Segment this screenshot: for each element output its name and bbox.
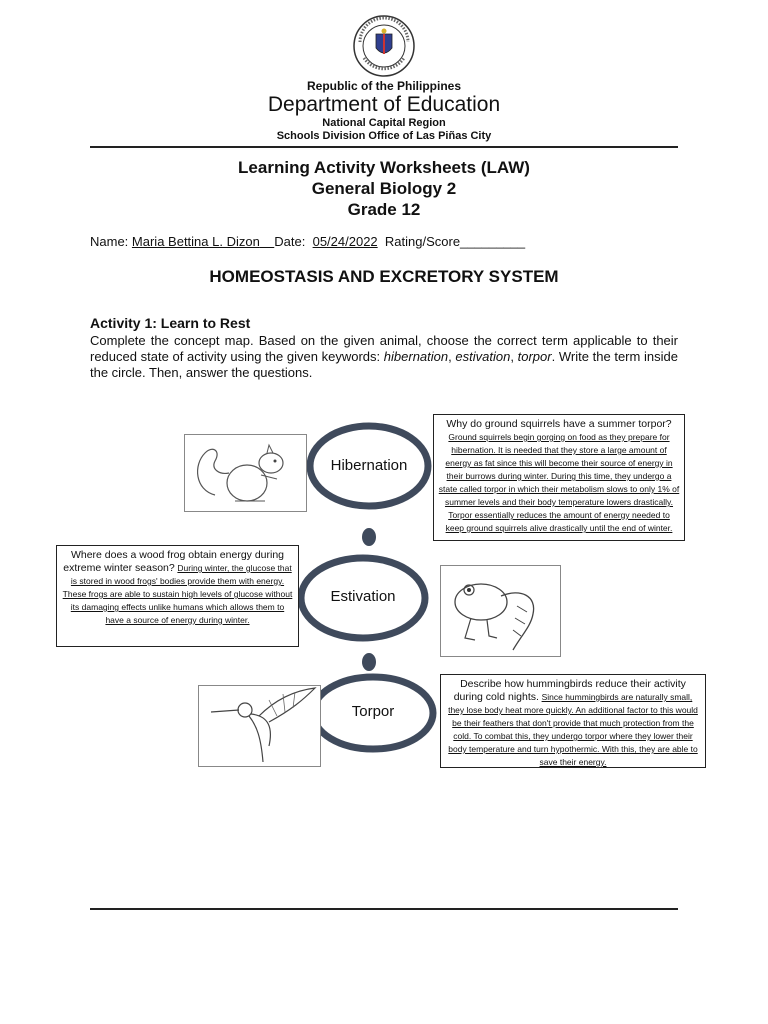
name-value: Maria Bettina L. Dizon — [131, 234, 260, 249]
division-header: Schools Division Office of Las Piñas City — [276, 130, 492, 142]
footer-divider — [90, 908, 678, 910]
frog-icon — [441, 566, 560, 656]
question-squirrel: Why do ground squirrels have a summer torpor? — [446, 418, 672, 430]
question-box-frog — [56, 545, 299, 647]
question-frog: Where does a wood frog obtain energy during extreme winter season? — [63, 549, 285, 574]
squirrel-image — [184, 434, 307, 512]
date-value: 05/24/2022 — [312, 234, 378, 249]
hummingbird-image — [198, 685, 321, 767]
region-header: National Capital Region — [322, 117, 446, 129]
answer-frog: During winter, the glucose that is stored in wood frogs' bodies provide them with energy. These frogs are able to sustain high levels of glucose without its damaging effects unlike humans which allows them to have a source of energy during winter. — [62, 563, 293, 625]
rating-label: Rating/Score_________ — [384, 234, 526, 249]
grade-title: Grade 12 — [347, 200, 421, 219]
topic-heading: HOMEOSTASIS AND EXCRETORY SYSTEM — [209, 267, 559, 286]
hibernation-term: Hibernation — [330, 457, 408, 474]
worksheet-title: Learning Activity Worksheets (LAW) — [238, 158, 530, 177]
header-divider — [90, 146, 678, 148]
name-label: Name: — [90, 234, 129, 249]
answer-hummingbird: Since hummingbirds are naturally small, they lose body heat more quickly. An additional factor to this would be their feathers that don't provide that much protection from the cold. To combat this, they undergo torpor where they lower their body temperature and turn hypothermic. With this, they are able to save their energy. — [448, 692, 698, 767]
squirrel-icon — [185, 435, 306, 511]
republic-header: Republic of the Philippines — [306, 79, 461, 93]
answer-squirrel: Ground squirrels begin gorging on food as they prepare for hibernation. It is needed that they store a large amount of energy as fat since this will become their source of energy in their burrows during winter. During this time, they undergo a state called torpor in which their metabolism slows to only 1% of summer levels and their body temperature lowers drastically. Torpor essentially reduces the amount of energy needed to keep ground squirrels alive drastically until the end of winter. — [438, 432, 680, 533]
subject-title: General Biology 2 — [311, 179, 457, 198]
frog-image — [440, 565, 561, 657]
student-info-line — [90, 234, 525, 249]
activity-instructions: Complete the concept map. Based on the given animal, choose the correct term applicable to their reduced state of activity using the given keywords: hibernation, estivation, torpor. Write the term inside the circle. Then, answer the questions. — [90, 333, 678, 380]
hummingbird-icon — [199, 686, 320, 766]
department-header: Department of Education — [267, 93, 501, 116]
question-box-hummingbird — [440, 674, 706, 768]
date-label: Date: — [274, 234, 306, 249]
deped-seal-logo — [346, 14, 422, 78]
question-hummingbird: Describe how hummingbirds reduce their activity during cold nights. — [453, 678, 686, 703]
question-box-squirrel — [433, 414, 685, 541]
connector-dot-2 — [362, 653, 376, 671]
torpor-term: Torpor — [351, 703, 395, 720]
estivation-term: Estivation — [330, 588, 396, 605]
activity-title: Activity 1: Learn to Rest — [90, 315, 251, 331]
connector-dot-1 — [362, 528, 376, 546]
